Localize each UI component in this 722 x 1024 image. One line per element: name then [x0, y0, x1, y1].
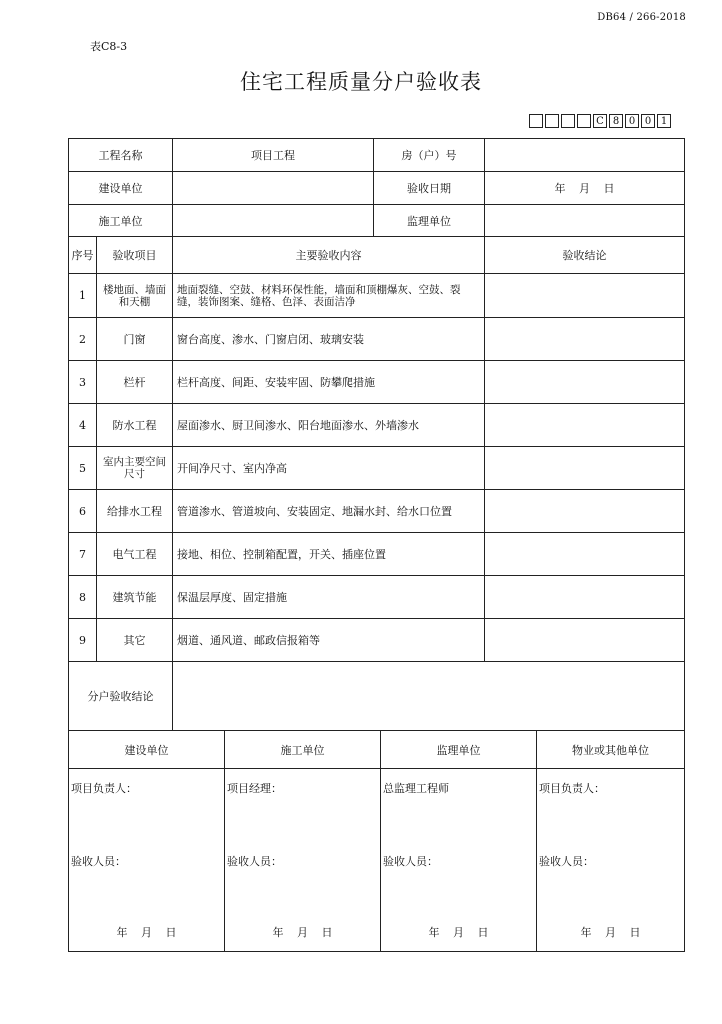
row-conclusion[interactable]: [485, 490, 685, 533]
row-conclusion[interactable]: [485, 404, 685, 447]
col-header-content: 主要验收内容: [173, 237, 485, 274]
row-conclusion[interactable]: [485, 274, 685, 318]
acceptance-date-value[interactable]: 年 月 日: [485, 172, 685, 205]
table-row: [69, 533, 685, 576]
row-no: 7: [69, 533, 97, 576]
col-header-item: 验收项目: [97, 237, 173, 274]
row-no: 5: [69, 447, 97, 490]
acceptance-table: [68, 138, 685, 731]
sign-role-label: 项目负责人：: [539, 782, 605, 795]
row-conclusion[interactable]: [485, 619, 685, 662]
col-header-no: 序号: [69, 237, 97, 274]
sign-unit-builder: 施工单位: [225, 731, 381, 769]
conclusion-label: 分户验收结论: [69, 662, 173, 731]
code-cell: C: [593, 114, 607, 128]
acceptance-date-label: 验收日期: [374, 172, 485, 205]
sign-unit-property: 物业或其他单位: [537, 731, 685, 769]
table-row: [69, 490, 685, 533]
sign-inspector-label: 验收人员：: [227, 855, 282, 868]
sign-role-label: 项目经理：: [227, 782, 282, 795]
sign-unit-construction: 建设单位: [69, 731, 225, 769]
row-conclusion[interactable]: [485, 576, 685, 619]
row-item: 栏杆: [97, 361, 173, 404]
row-item: 室内主要空间尺寸: [97, 447, 173, 490]
construction-unit-value[interactable]: [173, 172, 374, 205]
row-item: 其它: [97, 619, 173, 662]
supervisor-value[interactable]: [485, 205, 685, 237]
sign-inspector-label: 验收人员：: [383, 855, 438, 868]
table-row: [69, 404, 685, 447]
row-content: 管道渗水、管道坡向、安装固定、地漏水封、给水口位置: [173, 490, 485, 533]
row-item: 建筑节能: [97, 576, 173, 619]
row-content: 烟道、通风道、邮政信报箱等: [173, 619, 485, 662]
row-content: 窗台高度、渗水、门窗启闭、玻璃安装: [173, 318, 485, 361]
info-row: [69, 172, 685, 205]
builder-value[interactable]: [173, 205, 374, 237]
row-no: 2: [69, 318, 97, 361]
row-no: 3: [69, 361, 97, 404]
sign-inspector-label: 验收人员：: [539, 855, 594, 868]
table-row: [69, 576, 685, 619]
row-content: 地面裂缝、空鼓、材料环保性能，墙面和顶棚爆灰、空鼓、裂缝，装饰图案、缝格、色泽、表面洁净: [173, 274, 485, 318]
row-content: 屋面渗水、厨卫间渗水、阳台地面渗水、外墙渗水: [173, 404, 485, 447]
sign-date: 年 月 日: [428, 926, 489, 939]
sign-role-label: 总监理工程师: [383, 782, 449, 795]
conclusion-row: [69, 662, 685, 731]
signature-table: [68, 730, 685, 952]
info-row: [69, 205, 685, 237]
project-name-label: 工程名称: [69, 139, 173, 172]
signature-cell[interactable]: [225, 769, 381, 952]
row-content: 接地、相位、控制箱配置，开关、插座位置: [173, 533, 485, 576]
row-item: 楼地面、墙面和天棚: [97, 274, 173, 318]
row-item: 电气工程: [97, 533, 173, 576]
supervisor-label: 监理单位: [374, 205, 485, 237]
row-item: 防水工程: [97, 404, 173, 447]
conclusion-value[interactable]: [173, 662, 685, 731]
code-cell: [529, 114, 543, 128]
row-conclusion[interactable]: [485, 318, 685, 361]
code-cell: [545, 114, 559, 128]
signature-header-row: [69, 731, 685, 769]
table-row: [69, 361, 685, 404]
signature-cell[interactable]: [381, 769, 537, 952]
row-content: 开间净尺寸、室内净高: [173, 447, 485, 490]
signature-body-row: [69, 769, 685, 952]
code-cell: 0: [625, 114, 639, 128]
room-no-label: 房（户）号: [374, 139, 485, 172]
construction-unit-label: 建设单位: [69, 172, 173, 205]
row-conclusion[interactable]: [485, 361, 685, 404]
row-no: 9: [69, 619, 97, 662]
row-conclusion[interactable]: [485, 447, 685, 490]
sign-unit-supervisor: 监理单位: [381, 731, 537, 769]
code-cell: [561, 114, 575, 128]
sign-inspector-label: 验收人员：: [71, 855, 126, 868]
room-no-value[interactable]: [485, 139, 685, 172]
standard-number: DB64 / 266-2018: [597, 12, 686, 23]
row-no: 6: [69, 490, 97, 533]
row-content: 栏杆高度、间距、安装牢固、防攀爬措施: [173, 361, 485, 404]
column-header-row: [69, 237, 685, 274]
code-cell: 8: [609, 114, 623, 128]
table-row: [69, 619, 685, 662]
code-cell: 1: [657, 114, 671, 128]
sign-date: 年 月 日: [116, 926, 177, 939]
table-id: 表C8-3: [90, 40, 128, 53]
row-no: 1: [69, 274, 97, 318]
code-cell: [577, 114, 591, 128]
form-code-boxes: [529, 114, 671, 128]
project-name-value: 项目工程: [173, 139, 374, 172]
signature-cell[interactable]: [537, 769, 685, 952]
signature-cell[interactable]: [69, 769, 225, 952]
sign-date: 年 月 日: [580, 926, 641, 939]
sign-role-label: 项目负责人：: [71, 782, 137, 795]
col-header-conclusion: 验收结论: [485, 237, 685, 274]
sign-date: 年 月 日: [272, 926, 333, 939]
page-title: 住宅工程质量分户验收表: [240, 70, 482, 94]
row-content: 保温层厚度、固定措施: [173, 576, 485, 619]
row-no: 4: [69, 404, 97, 447]
table-row: [69, 447, 685, 490]
builder-label: 施工单位: [69, 205, 173, 237]
table-row: [69, 274, 685, 318]
row-item: 给排水工程: [97, 490, 173, 533]
table-row: [69, 318, 685, 361]
row-item: 门窗: [97, 318, 173, 361]
row-conclusion[interactable]: [485, 533, 685, 576]
info-row: [69, 139, 685, 172]
row-no: 8: [69, 576, 97, 619]
code-cell: 0: [641, 114, 655, 128]
